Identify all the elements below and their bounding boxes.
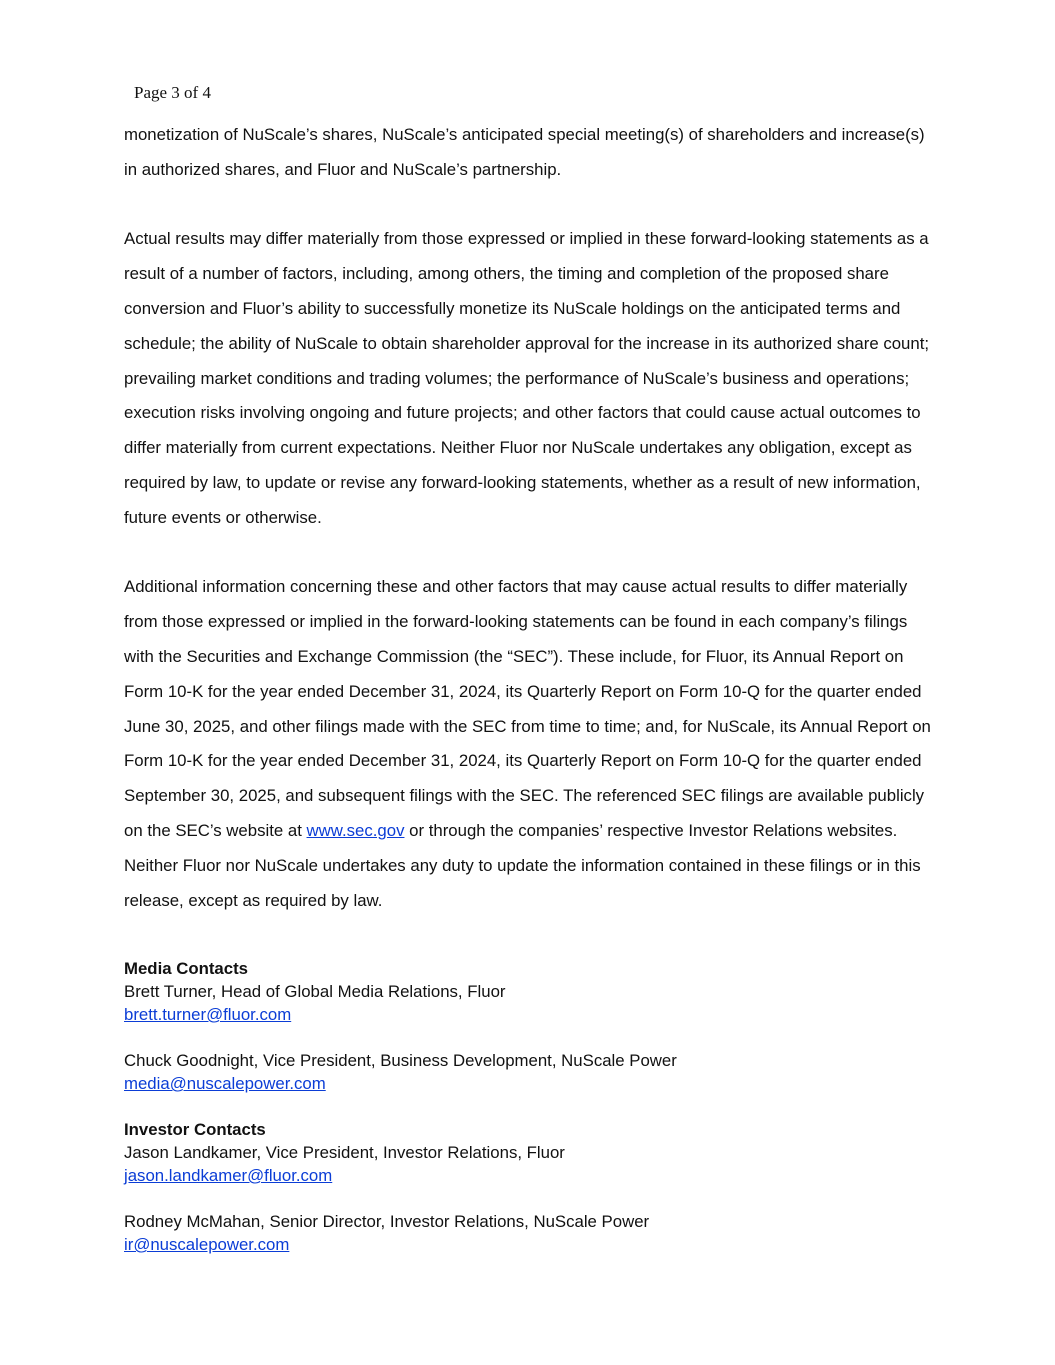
contact-spacer [124,1026,936,1049]
investor-contact-email-link[interactable]: jason.landkamer@fluor.com [124,1166,333,1185]
contacts-section [124,957,936,1256]
sec-website-link[interactable]: www.sec.gov [306,820,405,840]
paragraph-text-before-link: Additional information concerning these and other factors that may cause actual results to differ materially from those expressed or implied in the forward-looking statements can be found in each company’s filings with the Securities and Exchange Commission (the “SEC”). These include, for Fluor, its Annual Report on Form 10-K for the year ended December 31, 2024, its Quarterly Report on Form 10-Q for the quarter ended June 30, 2025, and other filings made with the SEC from time to time; and, for NuScale, its Annual Report on Form 10-K for the year ended December 31, 2024, its Quarterly Report on Form 10-Q for the quarter ended September 30, 2025, and subsequent filings with the SEC. The referenced SEC filings are available publicly on the SEC’s website at [124,577,931,840]
contact-spacer [124,1095,936,1118]
paragraph-text-after-link: or through the companies’ respective Investor Relations websites. Neither Fluor nor NuScale undertakes any duty to update the information contained in these filings or in this release, except as required by law. [124,820,921,910]
media-contact-email-link[interactable]: brett.turner@fluor.com [124,1005,292,1024]
investor-contacts-heading: Investor Contacts [124,1120,266,1139]
paragraph-actual-results: Actual results may differ materially from those expressed or implied in these forward-looking statements as a result of a number of factors, including, among others, the timing and completion of the proposed share conversion and Fluor’s ability to successfully monetize its NuScale holdings on the anticipated terms and schedule; the ability of NuScale to obtain shareholder approval for the increase in its authorized share count; prevailing market conditions and trading volumes; the performance of NuScale’s business and operations; execution risks involving ongoing and future projects; and other factors that could cause actual outcomes to differ materially from current expectations. Neither Fluor nor NuScale undertakes any obligation, except as required by law, to update or revise any forward-looking statements, whether as a result of new information, future events or otherwise. [124,229,930,527]
paragraph-additional-information [124,570,936,918]
media-contact-email-link[interactable]: media@nuscalepower.com [124,1074,326,1093]
media-contact-name: Chuck Goodnight, Vice President, Business Development, NuScale Power [124,1051,677,1070]
media-contact-name: Brett Turner, Head of Global Media Relations, Fluor [124,982,506,1001]
contact-spacer [124,1187,936,1210]
page-number: Page 3 of 4 [134,83,211,102]
investor-contact-name: Jason Landkamer, Vice President, Investor Relations, Fluor [124,1143,565,1162]
investor-contact-name: Rodney McMahan, Senior Director, Investor Relations, NuScale Power [124,1212,650,1231]
media-contacts-heading: Media Contacts [124,959,249,978]
document-body [124,118,936,953]
investor-contact-email-link[interactable]: ir@nuscalepower.com [124,1235,290,1254]
paragraph-forward-looking-continuation: monetization of NuScale’s shares, NuScale’s anticipated special meeting(s) of shareholders and increase(s) in authorized shares, and Fluor and NuScale’s partnership. [124,125,925,179]
